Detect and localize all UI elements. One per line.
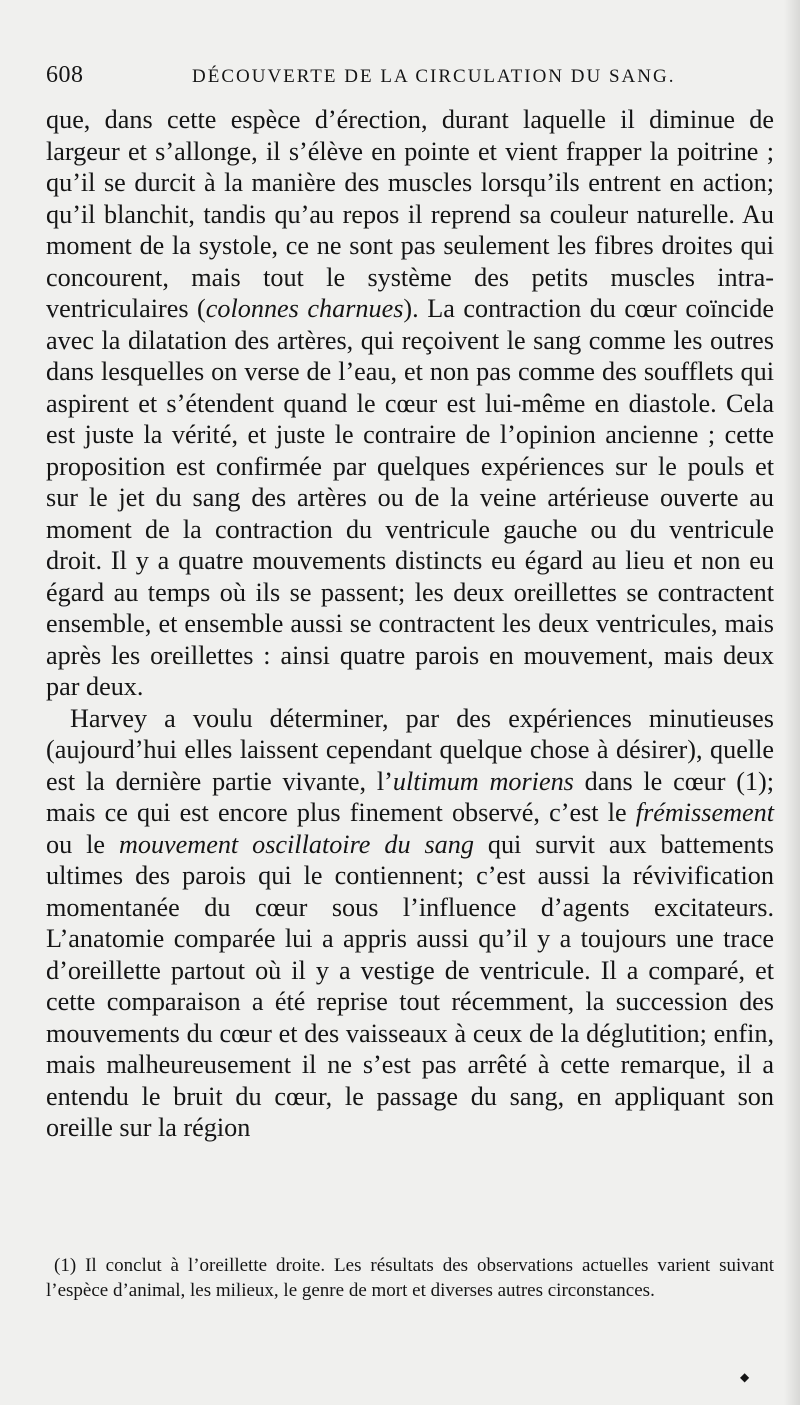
- footnote-1: (1) Il conclut à l’oreillette droite. Les résultats des observations actuelles varient suivant l’espèce d’animal, les milieux, le genre de mort et diverses autres circonstances.: [46, 1255, 774, 1301]
- footnotes: [46, 1253, 774, 1303]
- running-header: [46, 62, 786, 96]
- running-title: DÉCOUVERTE DE LA CIRCULATION DU SANG.: [192, 66, 676, 87]
- paragraph-2-segment-7: qui survit aux battements ultimes des parois qui le contiennent; c’est aussi la révivification momentanée du cœur sous l’influence d’agents excitateurs. L’anatomie comparée lui a appris aussi qu’il y a toujours une trace d’oreillette partout où il y a vestige de ventricule. Il a comparé, et cette comparaison a été reprise tout récemment, la succession des mouvements du cœur et des vaisseaux à ceux de la déglutition; enfin, mais malheureusement il ne s’est pas arrêté à cette remarque, il a entendu le bruit du cœur, le passage du sang, en appliquant son oreille sur la région: [46, 829, 774, 1142]
- paragraph-1-segment-1: que, dans cette espèce d’érection, durant laquelle il diminue de largeur et s’allonge, il s’élève en pointe et vient frapper la poitrine ; qu’il se durcit à la manière des muscles lorsqu’ils entrent en action; qu’il blanchit, tandis qu’au repos il reprend sa couleur naturelle. Au moment de la systole, ce ne sont pas seulement les fibres droites qui concourent, mais tout le système des petits muscles intra-ventriculaires (: [46, 105, 774, 323]
- paragraph-2-italic-ultimum-moriens: ultimum moriens: [392, 766, 574, 796]
- page-number: 608: [46, 62, 84, 88]
- paragraph-1-italic-colonnes-charnues: colonnes charnues: [205, 294, 404, 323]
- paragraph-2-italic-mouvement-oscillatoire: mouvement oscillatoire du sang: [118, 829, 474, 859]
- page-ornament-mark: ◆: [740, 1370, 750, 1384]
- paragraph-2-segment-1: Harvey a voulu déterminer, par des expériences minutieuses (aujourd’hui elles laissent cependant quelque chose à désirer), quelle est la dernière partie vivante, l’: [46, 703, 774, 796]
- paragraph-2-italic-fremissement: frémissement: [635, 798, 774, 827]
- paragraph-2-segment-3: dans le cœur (1); mais ce qui est encore plus finement observé, c’est le: [46, 766, 775, 827]
- paragraph-1-segment-3: ). La contraction du cœur coïncide avec la dilatation des artères, qui reçoivent le sang comme les outres dans lesquelles on verse de l’eau, et non pas comme des soufflets qui aspirent et s’étendent quand le cœur est lui-même en diastole. Cela est juste la vérité, et juste le contraire de l’opinion ancienne ; cette proposition est confirmée par quelques expériences sur le pouls et sur le jet du sang des artères ou de la veine artérieuse ouverte au moment de la contraction du ventricule gauche ou du ventricule droit. Il y a quatre mouvements distincts eu égard au lieu et non eu égard au temps où ils se passent; les deux oreillettes se contractent ensemble, et ensemble aussi se contractent les deux ventricules, mais après les oreillettes : ainsi quatre parois en mouvement, mais deux par deux.: [46, 294, 775, 701]
- body-text: [46, 104, 774, 1144]
- paragraph-2-segment-5: ou le: [46, 829, 119, 859]
- page-edge-shadow: [784, 0, 800, 1405]
- paragraph-1: [46, 104, 774, 703]
- paragraph-2: [46, 703, 774, 1144]
